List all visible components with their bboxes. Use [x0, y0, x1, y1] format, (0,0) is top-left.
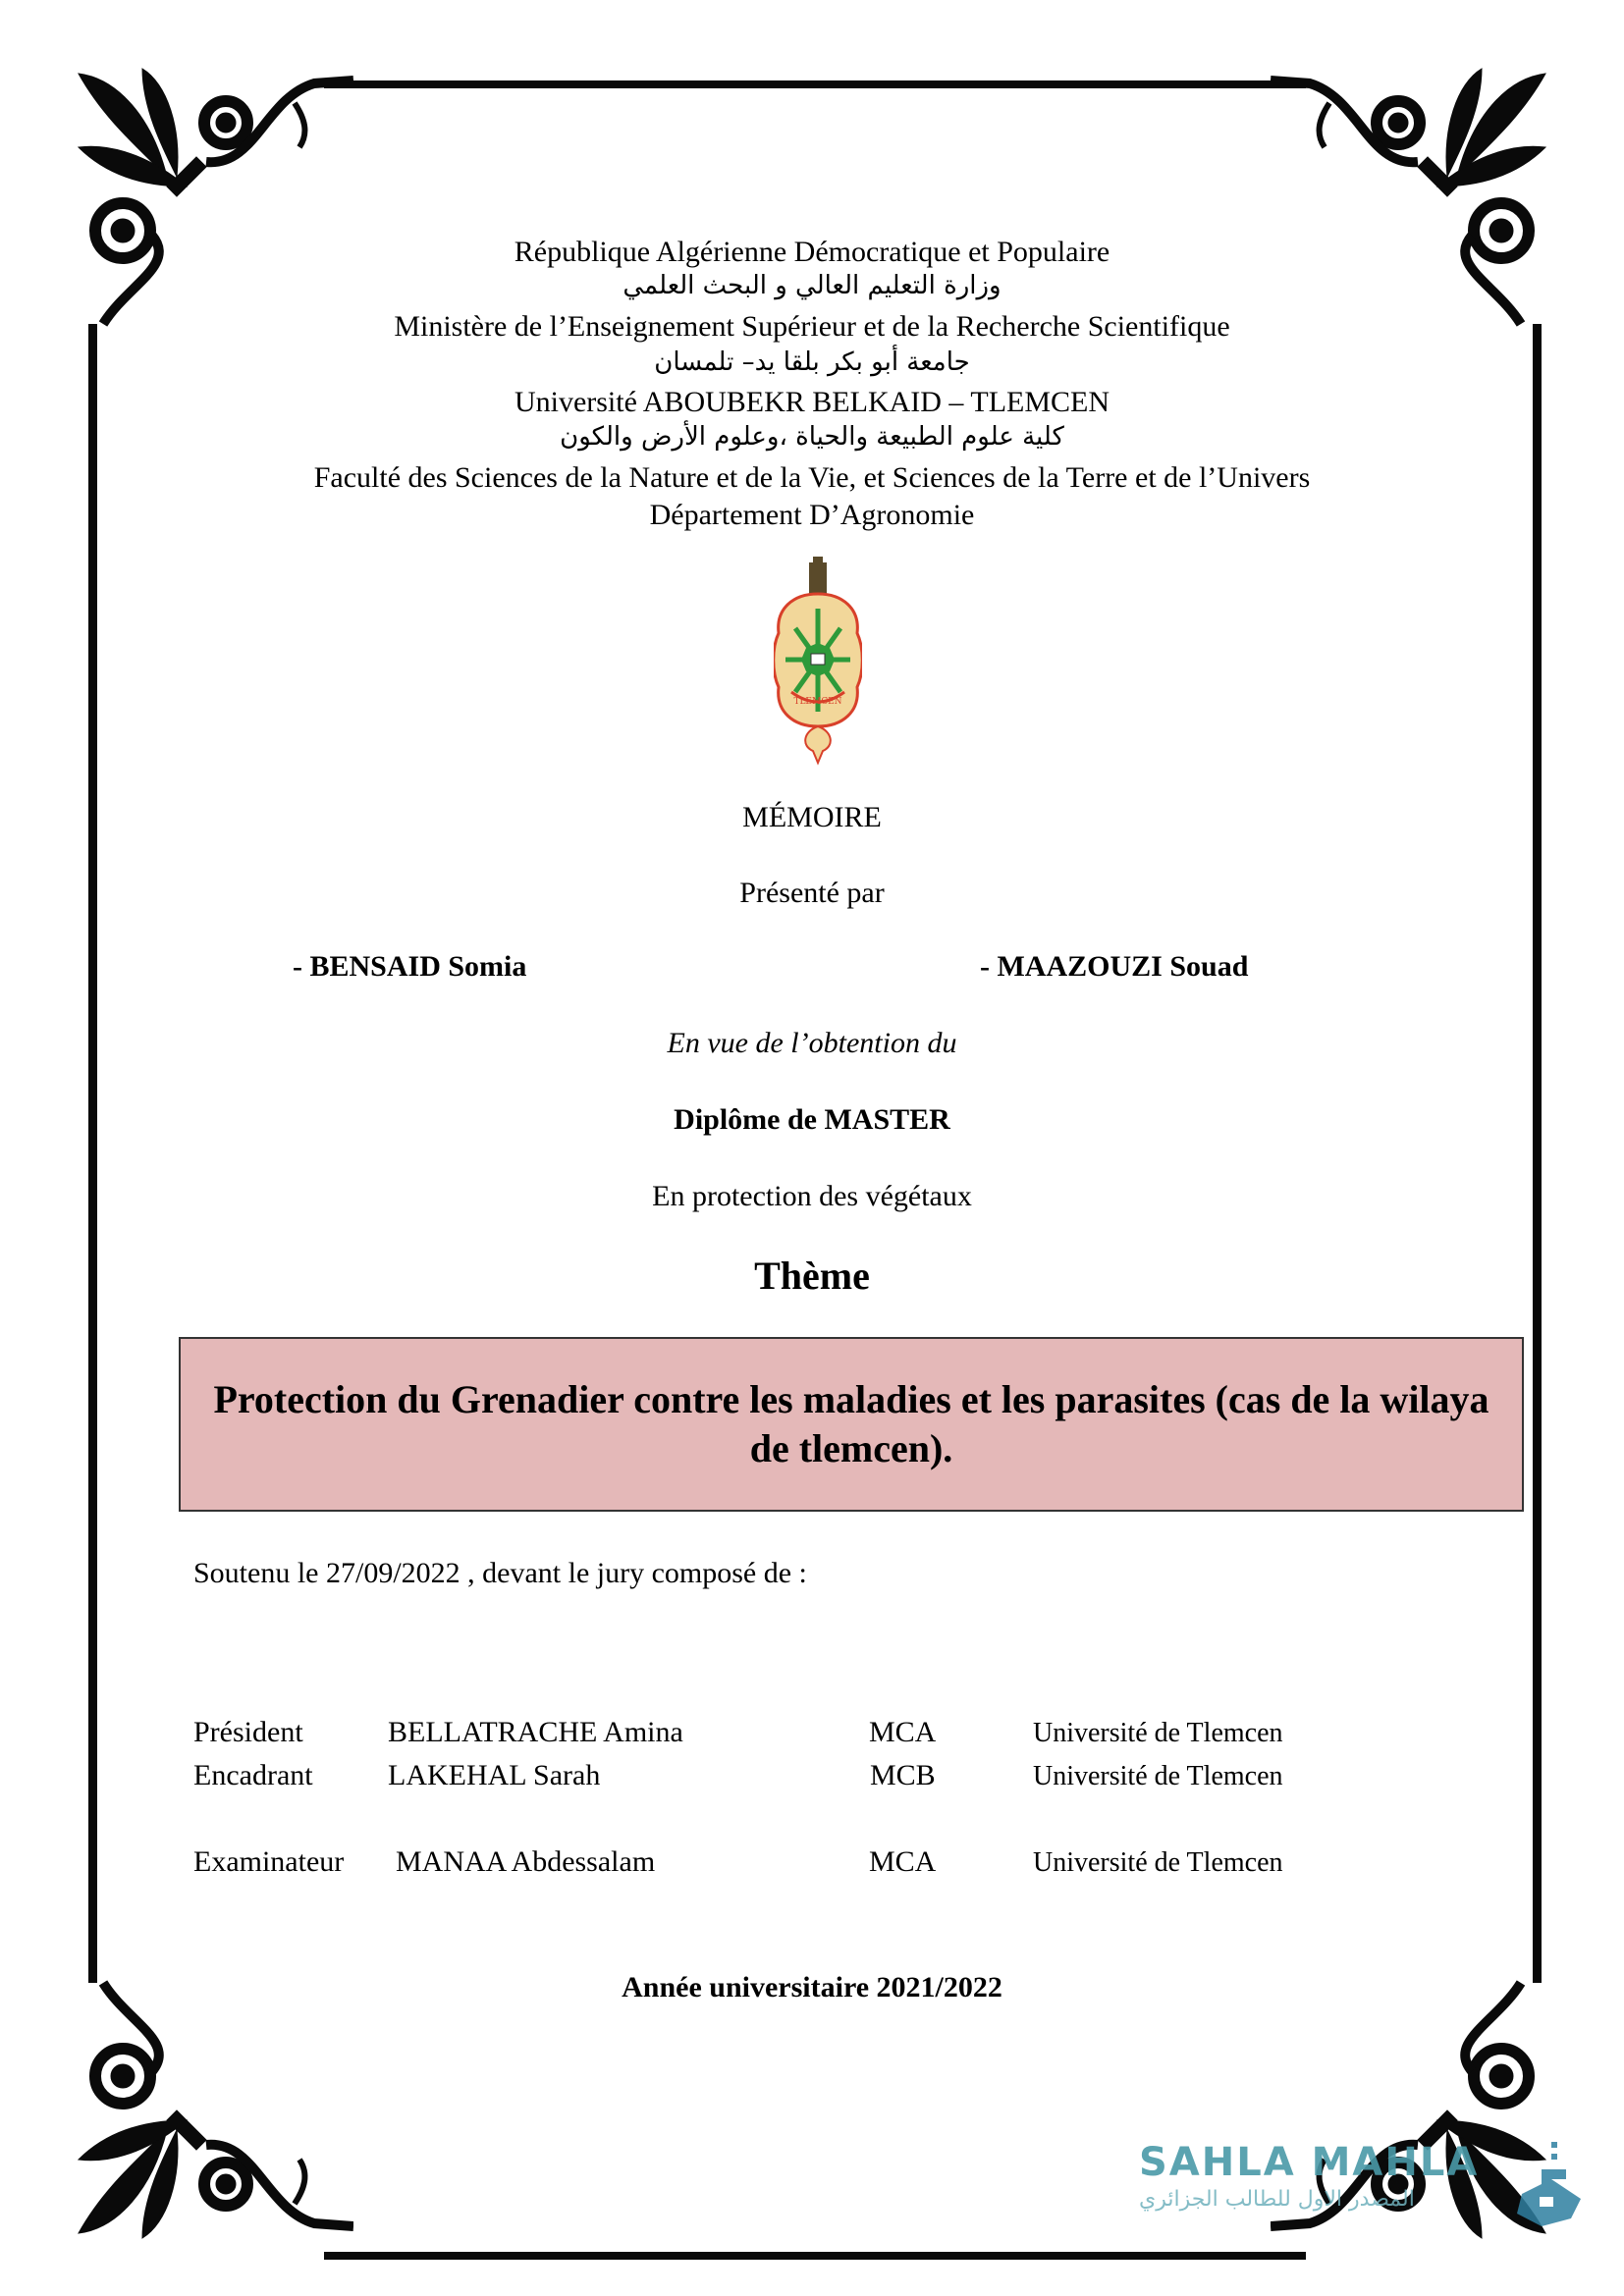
frame-line-bottom	[324, 2252, 1306, 2260]
defense-statement: Soutenu le 27/09/2022 , devant le jury composé de :	[193, 1557, 807, 1589]
jury-row	[0, 1845, 1624, 1881]
specialty-label: En protection des végétaux	[652, 1180, 972, 1212]
academic-year: Année universitaire 2021/2022	[622, 1971, 1002, 2003]
logo-text: TLEMCEN	[793, 697, 842, 707]
header-republic: République Algérienne Démocratique et Populaire	[514, 236, 1110, 268]
jury-institution: Université de Tlemcen	[1033, 1718, 1283, 1748]
header-university: Université ABOUBEKR BELKAID – TLEMCEN	[514, 386, 1110, 418]
author-1: - BENSAID Somia	[293, 950, 527, 983]
jury-institution: Université de Tlemcen	[1033, 1847, 1283, 1878]
jury-row	[0, 1759, 1624, 1794]
header-ministry-arabic: وزارة التعليم العالي و البحث العلمي	[623, 271, 1001, 300]
diploma-label: Diplôme de MASTER	[674, 1103, 950, 1136]
jury-grade: MCA	[869, 1716, 937, 1748]
jury-role: Président	[193, 1716, 303, 1748]
header-university-arabic: جامعة أبو بكر بلقا يد– تلمسان	[654, 347, 970, 377]
university-logo-icon	[774, 555, 862, 766]
theme-label: Thème	[754, 1254, 870, 1298]
watermark-tagline: المصدر الاول للطالب الجزائري	[1139, 2187, 1415, 2212]
presented-by-label: Présenté par	[739, 877, 885, 909]
jury-grade: MCA	[869, 1845, 937, 1878]
header-department: Département D’Agronomie	[649, 499, 975, 531]
header-faculty: Faculté des Sciences de la Nature et de la Vie, et Sciences de la Terre et de l’Univers	[313, 461, 1311, 494]
jury-institution: Université de Tlemcen	[1033, 1761, 1283, 1791]
ornament-corner-bottom-left-icon	[59, 1973, 353, 2268]
jury-role: Examinateur	[193, 1845, 345, 1878]
frame-line-top	[324, 80, 1306, 88]
watermark-brand: SAHLA MAHLA	[1139, 2140, 1480, 2185]
header-faculty-arabic: كلية علوم الطبيعة والحياة ،وعلوم الأرض والكون	[560, 422, 1064, 452]
thesis-title-box	[179, 1337, 1524, 1512]
jury-row	[0, 1716, 1624, 1751]
jury-role: Encadrant	[193, 1759, 313, 1791]
jury-name: LAKEHAL Sarah	[388, 1759, 601, 1791]
thesis-title: Protection du Grenadier contre les maladies et les parasites (cas de la wilaya de tlemcen).	[213, 1377, 1489, 1470]
header-ministry: Ministère de l’Enseignement Supérieur et de la Recherche Scientifique	[394, 310, 1230, 343]
watermark-logo-icon	[1512, 2140, 1591, 2228]
document-type: MÉMOIRE	[742, 801, 882, 833]
jury-name: BELLATRACHE Amina	[388, 1716, 683, 1748]
watermark	[1139, 2140, 1610, 2228]
obtention-label: En vue de l’obtention du	[667, 1027, 957, 1059]
jury-grade: MCB	[870, 1759, 936, 1791]
jury-name: MANAA Abdessalam	[396, 1845, 656, 1878]
author-2: - MAAZOUZI Souad	[980, 950, 1249, 983]
